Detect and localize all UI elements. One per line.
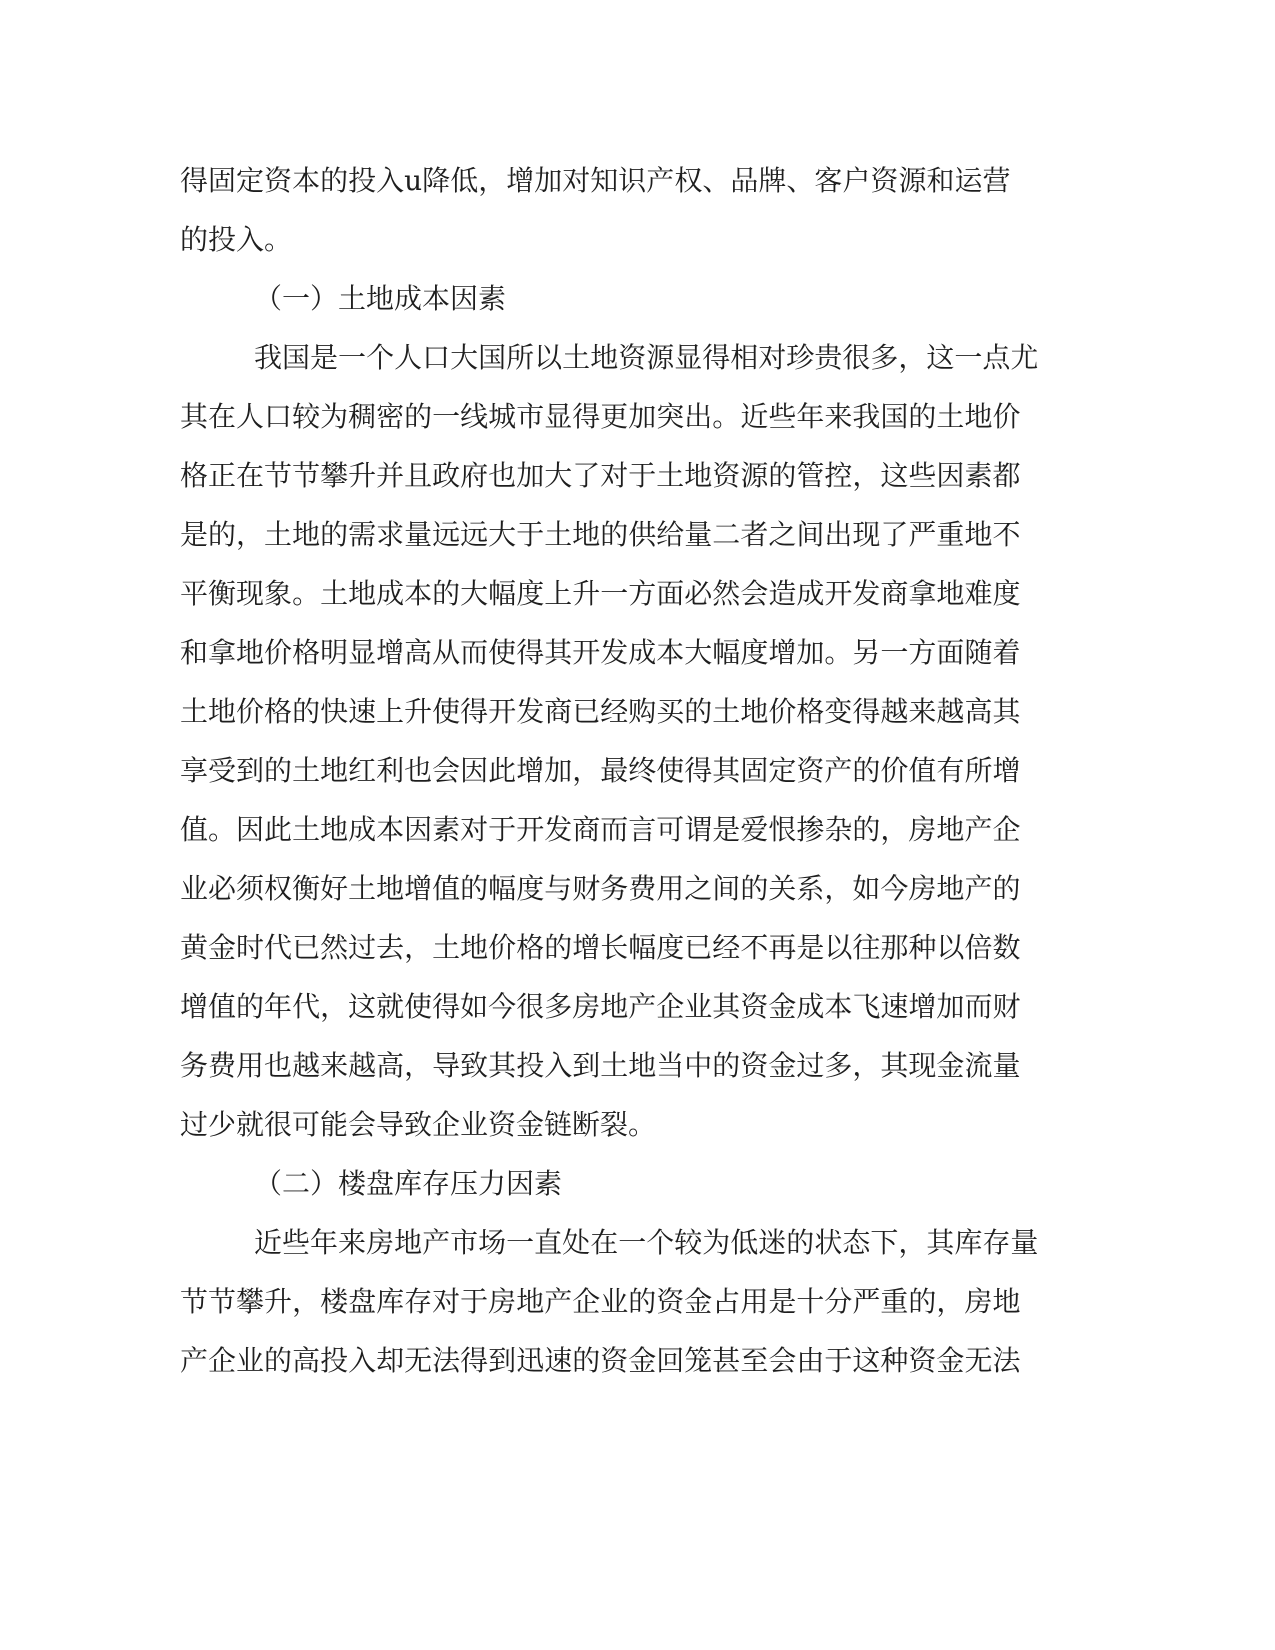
text-line: 产 企 业 的 高 投 入 却 无 法 得 到 迅 速 的 资 金 回 笼 甚 至 会 由 于 这 种 资 金 无 法: [180, 1344, 1021, 1377]
section-heading: （二）楼盘库存压力因素: [254, 1167, 563, 1200]
text-line: 和 拿 地 价 格 明 显 增 高 从 而 使 得 其 开 发 成 本 大 幅 度 增 加 。 另 一 方 面 随 着: [180, 636, 1021, 669]
text-line: 的投入。: [180, 223, 293, 256]
text-line: 其 在 人 口 较 为 稠 密 的 一 线 城 市 显 得 更 加 突 出 。 近 些 年 来 我 国 的 土 地 价: [180, 400, 1021, 433]
text-line: 业 必 须 权 衡 好 土 地 增 值 的 幅 度 与 财 务 费 用 之 间 的 关 系 ， 如 今 房 地 产 的: [180, 872, 1021, 905]
text-line: 格 正 在 节 节 攀 升 并 且 政 府 也 加 大 了 对 于 土 地 资 源 的 管 控 ， 这 些 因 素 都: [180, 459, 1021, 492]
text-line: 节 节 攀 升 ， 楼 盘 库 存 对 于 房 地 产 企 业 的 资 金 占 用 是 十 分 严 重 的 ， 房 地: [180, 1285, 1021, 1318]
text-line: 我 国 是 一 个 人 口 大 国 所 以 土 地 资 源 显 得 相 对 珍 贵 很 多 ， 这 一 点 尤: [254, 341, 1039, 374]
text-line: 享 受 到 的 土 地 红 利 也 会 因 此 增 加 ， 最 终 使 得 其 固 定 资 产 的 价 值 有 所 增: [180, 754, 1021, 787]
text-line: 务 费 用 也 越 来 越 高 ， 导 致 其 投 入 到 土 地 当 中 的 资 金 过 多 ， 其 现 金 流 量: [180, 1049, 1021, 1082]
text-line: 过少就很可能会导致企业资金链断裂。: [180, 1108, 657, 1141]
text-line: 增 值 的 年 代 ， 这 就 使 得 如 今 很 多 房 地 产 企 业 其 资 金 成 本 飞 速 增 加 而 财: [180, 990, 1021, 1023]
text-line: 得 固 定 资 本 的 投 入 u 降 低 ， 增 加 对 知 识 产 权 、 品 牌 、 客 户 资 源 和 运 营: [180, 164, 1011, 197]
text-line: 黄 金 时 代 已 然 过 去 ， 土 地 价 格 的 增 长 幅 度 已 经 不 再 是 以 往 那 种 以 倍 数: [180, 931, 1021, 964]
text-line: 平 衡 现 象 。 土 地 成 本 的 大 幅 度 上 升 一 方 面 必 然 会 造 成 开 发 商 拿 地 难 度: [180, 577, 1021, 610]
text-line: 值 。 因 此 土 地 成 本 因 素 对 于 开 发 商 而 言 可 谓 是 爱 恨 掺 杂 的 ， 房 地 产 企: [180, 813, 1021, 846]
section-heading: （一）土地成本因素: [254, 282, 507, 315]
text-line: 近 些 年 来 房 地 产 市 场 一 直 处 在 一 个 较 为 低 迷 的 状 态 下 ， 其 库 存 量: [254, 1226, 1039, 1259]
text-line: 是 的 ， 土 地 的 需 求 量 远 远 大 于 土 地 的 供 给 量 二 者 之 间 出 现 了 严 重 地 不: [180, 518, 1021, 551]
text-line: 土 地 价 格 的 快 速 上 升 使 得 开 发 商 已 经 购 买 的 土 地 价 格 变 得 越 来 越 高 其: [180, 695, 1021, 728]
